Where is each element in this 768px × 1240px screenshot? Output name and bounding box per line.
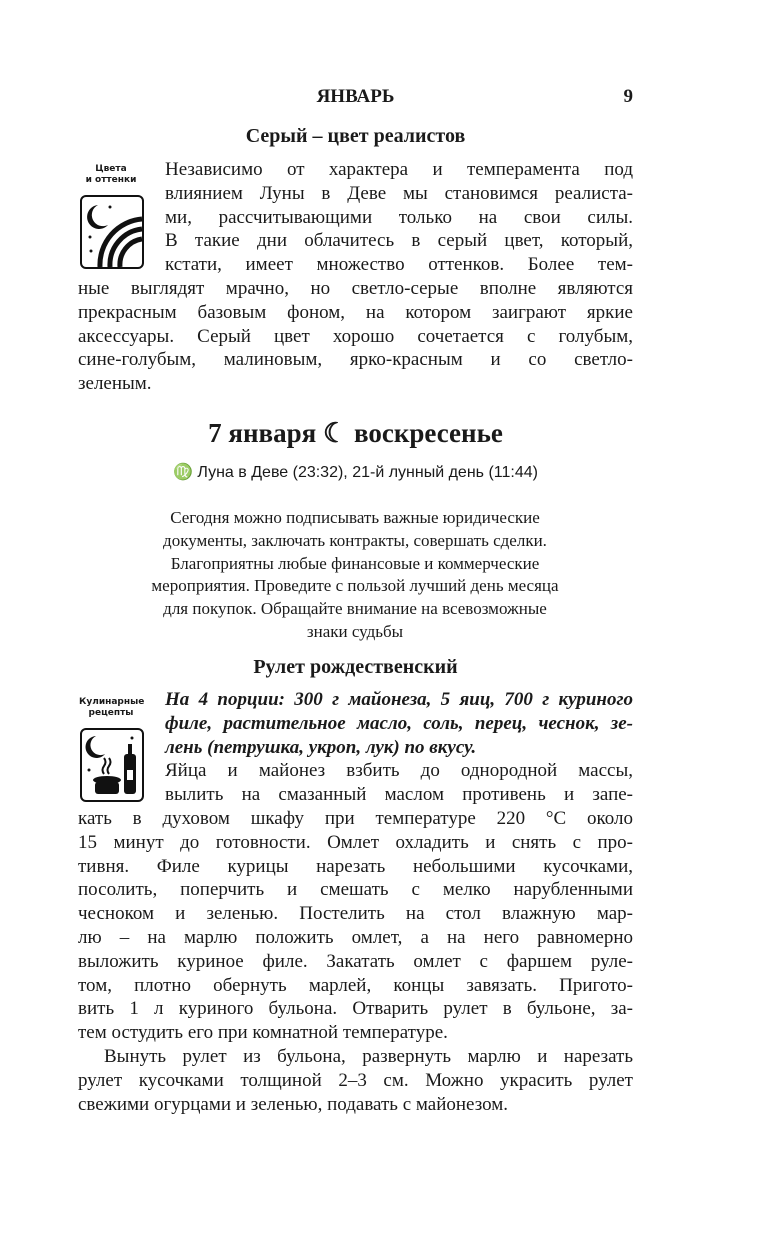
text-line: ные выглядят мрачно, но светло-серые вполне являются [78,277,633,299]
running-title: ЯНВАРЬ [316,86,395,107]
text-line: прекрасным базовым фоном, на котором заиграют яркие [78,301,633,323]
text-line: тивня. Филе курицы нарезать небольшими кусочками, [78,855,633,877]
day-advice [110,507,600,644]
text-line: На 4 порции: 300 г майонеза, 5 яиц, 700 г куриного [165,689,633,710]
icon-caption-line: рецепты [88,708,134,718]
text-line: свежими огурцами и зеленью, подавать с майонезом. [78,1093,509,1115]
text-line: посолить, поперчить и смешать с мелко нарубленными [78,879,633,901]
text-line: сине-голубым, малиновым, ярко-красным и со светло- [78,349,633,371]
text-line: Вынуть рулет из бульона, развернуть марлю и нарезать [104,1045,633,1067]
text-line: вылить на смазанный маслом противень и запе- [165,784,633,806]
text-line: для покупок. Обращайте внимание на всевозможные [163,599,547,619]
text-line: лю – на марлю положить омлет, а на него равномерно [78,926,633,948]
text-line: мероприятия. Проведите с пользой лучший день месяца [151,576,559,596]
text-line: кать в духовом шкафу при температуре 220 °С около [78,807,633,829]
text-line: том, плотно обернуть марлей, концы завязать. Пригото- [78,974,633,996]
text-line: документы, заключать контракты, совершать сделки. [163,530,547,550]
page-number: 9 [623,86,633,107]
recipe-title: Рулет рождественский [253,656,458,678]
text-line: кстати, имеет множество оттенков. Более тем- [165,254,633,276]
recipe-text [78,688,633,1116]
text-line: зеленым. [78,373,152,395]
section-title: Серый – цвет реалистов [245,125,466,147]
text-line: Сегодня можно подписывать важные юридические [170,508,540,527]
text-line: Яйца и майонез взбить до однородной массы, [165,760,633,782]
text-line: влиянием Луны в Деве мы становимся реалиста- [165,182,633,204]
icon-caption-line: и оттенки [85,175,137,185]
text-line: В такие дни облачитесь в серый цвет, который, [165,230,633,252]
day-title: 7 января ☾ воскресенье [208,418,503,448]
text-line: Благоприятны любые финансовые и коммерческие [170,553,540,573]
colors-paragraph [78,158,633,396]
icon-caption-line: Кулинарные [79,697,145,707]
text-line: чесноком и зеленью. Постелить на стол влажную мар- [78,903,633,925]
text-line: 15 минут до готовности. Омлет охладить и снять с про- [78,831,633,853]
text-line: знаки судьбы [306,621,404,641]
text-line: Независимо от характера и темперамента под [165,159,633,180]
moon-info-text: Луна в Деве (23:32), 21-й лунный день (11:44) [197,464,538,481]
text-line: тем остудить его при комнатной температуре. [78,1022,448,1044]
moon-info [78,462,633,482]
text-line: филе, растительное масло, соль, перец, чеснок, зе- [165,712,633,734]
virgo-icon: ♍ [173,464,198,481]
text-line: выложить куриное филе. Закатать омлет с фаршем руле- [78,950,633,972]
icon-caption-line: Цвета [95,164,127,174]
text-line: ми, рассчитывающими только на свои силы. [165,206,633,228]
text-line: рулет кусочками толщиной 2–3 см. Можно украсить рулет [78,1069,633,1091]
text-line: лень (петрушка, укроп, лук) по вкусу. [165,736,477,758]
text-line: аксессуары. Серый цвет хорошо сочетается с голубым, [78,325,633,347]
text-line: вить 1 л куриного бульона. Отварить рулет в бульоне, за- [78,998,633,1020]
